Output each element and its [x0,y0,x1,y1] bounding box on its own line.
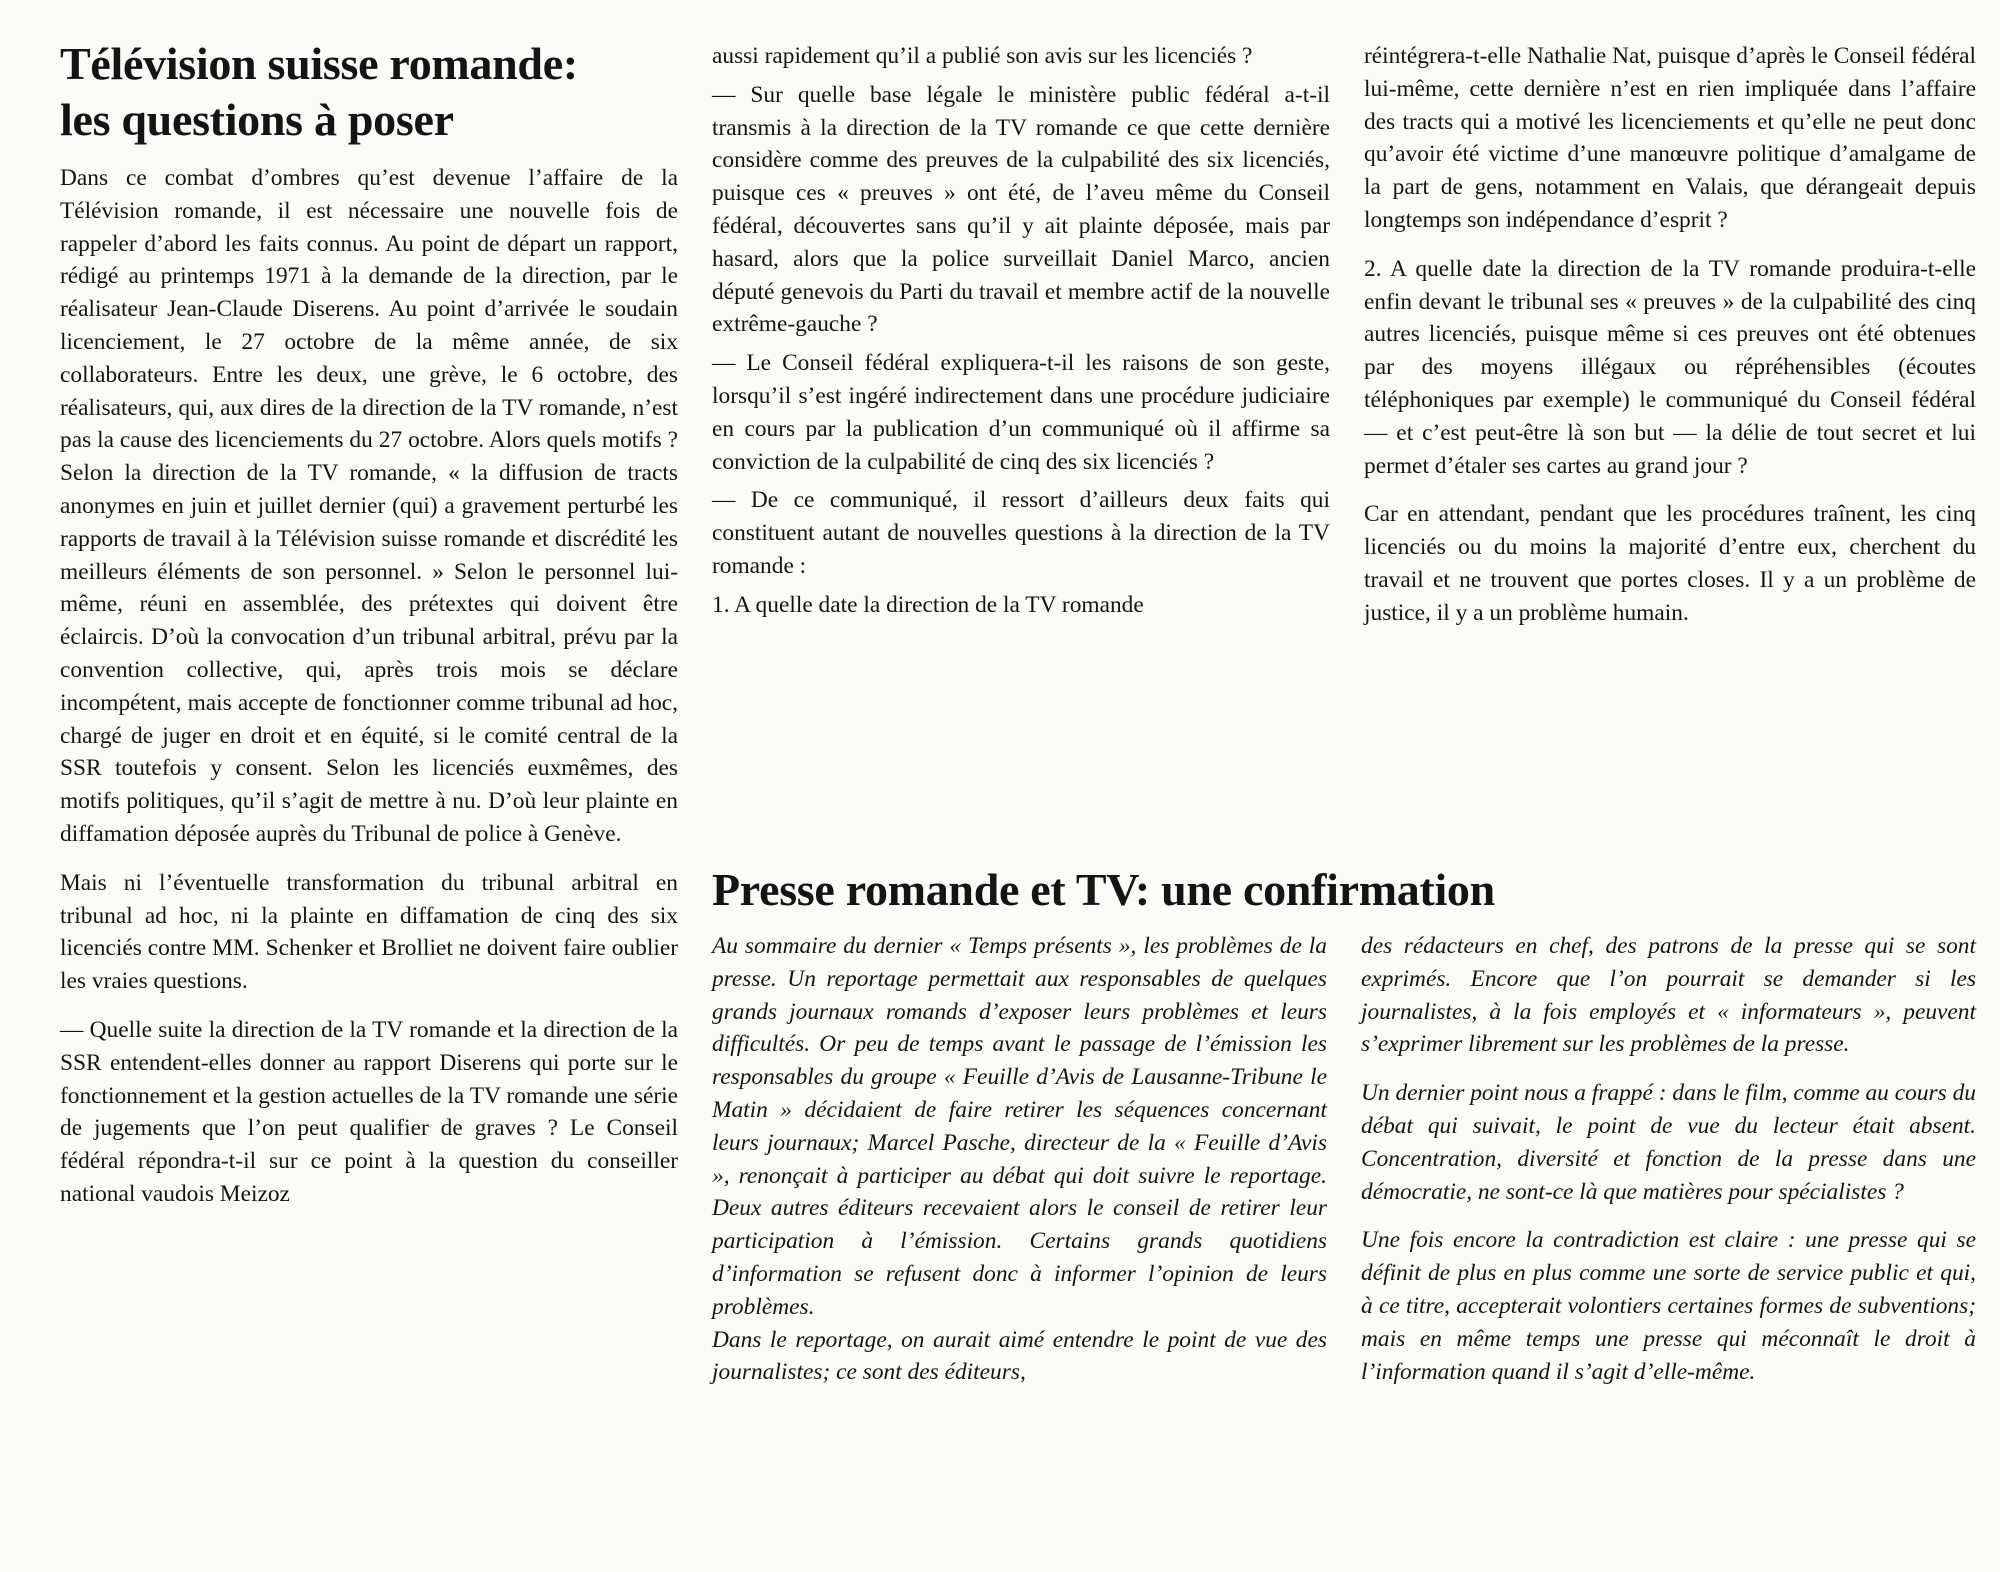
article1-column-1 [60,0,678,1211]
article1-paragraph: aussi rapidement qu’il a publié son avis sur les licenciés ? [712,43,1253,69]
article2-paragraph: Au sommaire du dernier « Temps présents », les problèmes de la presse. Un reportage permettait aux responsables de quelques grands journaux romands d’exposer leurs problèmes et leurs difficultés. Or peu de temps avant le passage de l’émission les responsables du groupe « Feuille d’Avis de Lausanne-Tribune le Matin » décidaient de faire retirer les séquences concernant leurs journaux; Marcel Pasche, directeur de la « Feuille d’Avis », renonçait à participer au débat qui doit suivre le reportage. Deux autres éditeurs recevaient alors le conseil de retirer leur participation à l’émission. Certains grands quotidiens d’information se refusent donc à informer l’opinion de leurs problèmes. [712,933,1327,1320]
article1-paragraph: Car en attendant, pendant que les procédures traînent, les cinq licenciés ou du moins la majorité d’entre eux, cherchent du travail et ne trouvent que portes closes. Il y a un problème de justice, il y a un problème humain. [1364,501,1976,626]
article2-paragraph: Dans le reportage, on aurait aimé entendre le point de vue des journalistes; ce sont des éditeurs, [712,1326,1327,1386]
article1-title-line2: les questions à poser [60,94,454,145]
article1-title-line1: Télévision suisse romande: [60,38,578,89]
article1-paragraph: Dans ce combat d’ombres qu’est devenue l’affaire de la Télévision romande, il est nécessaire une nouvelle fois de rappeler d’abord les faits connus. Au point de départ un rapport, rédigé au printemps 1971 à la demande de la direction, par le réalisateur Jean-Claude Diserens. Au point d’arrivée le soudain licenciement, le 27 octobre de la même année, de six collaborateurs. Entre les deux, une grève, le 6 octobre, des réalisateurs, qui, aux dires de la direction de la TV romande, n’est pas la cause des licenciements du 27 octobre. Alors quels motifs ? Selon la direction de la TV romande, « la diffusion de tracts anonymes en juin et juillet dernier (qui) a gravement perturbé les rapports de travail à la Télévision suisse romande et discrédité les meilleurs éléments de son personnel. » Selon le personnel lui-même, réuni en assemblée, des prétextes qui doivent être éclaircis. D’où la convocation d’un tribunal arbitral, prévu par la convention collective, qui, après trois mois se déclare incompétent, mais accepte de fonctionner comme tribunal ad hoc, chargé de juger en droit et en équité, si le comité central de la SSR toutefois y consent. Selon les licenciés euxmêmes, des motifs politiques, qu’il s’agit de mettre à nu. D’où leur plainte en diffamation déposée auprès du Tribunal de police à Genève. [60,165,678,847]
article2-column-left [712,930,1327,1389]
article1-column-3 [1364,0,1976,630]
article1-paragraph: 1. A quelle date la direction de la TV romande [712,591,1144,618]
article1-paragraph: — Le Conseil fédéral expliquera-t-il les raisons de son geste, lorsqu’il s’est ingéré indirectement dans une procédure judiciaire en cours par la publication d’un communiqué où il affirme sa conviction de la culpabilité de cinq des six licenciés ? [712,350,1330,475]
article2-title: Presse romande et TV: une confirmation [712,864,1495,915]
article1-paragraph: — Quelle suite la direction de la TV romande et la direction de la SSR entendent-elles donner au rapport Diserens qui porte sur le fonctionnement et la gestion actuelles de la TV romande une série de jugements que l’on peut qualifier de graves ? Le Conseil fédéral répondra-t-il sur ce point à la question du conseiller national vaudois Meizoz [60,1016,678,1207]
article2-paragraph: Une fois encore la contradiction est claire : une presse qui se définit de plus en plus comme une sorte de service public et qui, à ce titre, accepterait volontiers certaines formes de subventions; mais en même temps une presse qui méconnaît le droit à l’information quand il s’agit d’elle-même. [1361,1227,1976,1385]
article2-paragraph: Un dernier point nous a frappé : dans le film, comme au cours du débat qui suivait, le point de vue du lecteur était absent. Concentration, diversité et fonction de la presse dans une démocratie, ne sont-ce là que matières pour spécialistes ? [1361,1080,1976,1205]
article1-paragraph: 2. A quelle date la direction de la TV romande produira-t-elle enfin devant le tribunal ses « preuves » de la culpabilité des cinq autres licenciés, puisque même si ces preuves ont été obtenues par des moyens illégaux ou répréhensibles (écoutes téléphoniques par exemple) le communiqué du Conseil fédéral — et c’est peut-être là son but — la délie de tout secret et lui permet d’étaler ses cartes au grand jour ? [1364,255,1976,479]
article2-paragraph: des rédacteurs en chef, des patrons de la presse qui se sont exprimés. Encore que l’on pourrait se demander si les journalistes, à la fois employés et « informateurs », peuvent s’exprimer librement sur les problèmes de la presse. [1361,933,1976,1058]
article1-column-2 [712,0,1330,622]
article2 [712,862,1976,1389]
article1-paragraph: — Sur quelle base légale le ministère public fédéral a-t-il transmis à la direction de la TV romande ce que cette dernière considère comme des preuves de la culpabilité des six licenciés, puisque ces « preuves » ont été, de l’aveu même du Conseil fédéral, découvertes sans qu’il y ait plainte déposée, mais par hasard, alors que la police surveillait Daniel Marco, ancien député genevois du Parti du travail et membre actif de la nouvelle extrême-gauche ? [712,81,1330,338]
article2-column-right [1361,930,1976,1389]
article1-paragraph: Mais ni l’éventuelle transformation du tribunal arbitral en tribunal ad hoc, ni la plainte en diffamation de cinq des six licenciés contre MM. Schenker et Brolliet ne doivent faire oublier les vraies questions. [60,869,678,995]
article1-paragraph: réintégrera-t-elle Nathalie Nat, puisque d’après le Conseil fédéral lui-même, cette dernière n’est en rien impliquée dans l’affaire des tracts qui a motivé les licenciements et qu’elle ne peut donc qu’avoir été victime d’une manœuvre politique d’amalgame de la part de gens, notamment en Valais, que dérangeait depuis longtemps son indépendance d’esprit ? [1364,43,1976,233]
article1-paragraph: — De ce communiqué, il ressort d’ailleurs deux faits qui constituent autant de nouvelles questions à la direction de la TV romande : [712,487,1330,579]
article1-title [60,36,678,148]
